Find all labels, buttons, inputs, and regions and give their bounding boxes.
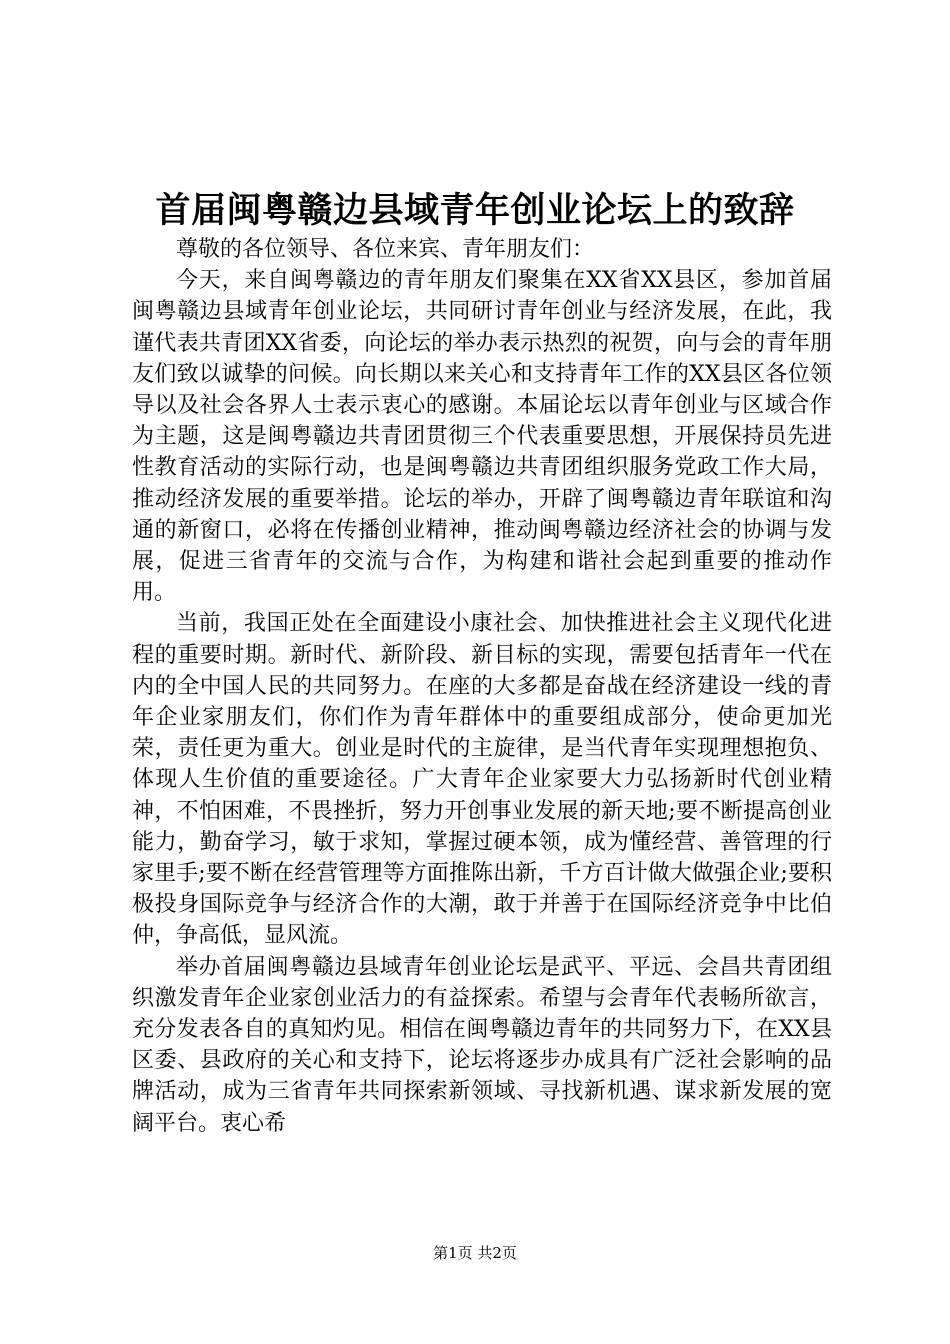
document-title: 首届闽粤赣边县域青年创业论坛上的致辞 <box>155 190 795 231</box>
paragraph-3: 举办首届闽粤赣边县域青年创业论坛是武平、平远、会昌共青团组织激发青年企业家创业活力的有益探索。希望与会青年代表畅所欲言，充分发表各自的真知灼见。相信在闽粤赣边青年的共同努力下，在XX县区委、县政府的关心和支持下，论坛将逐步办成具有广泛社会影响的品牌活动，成为三省青年共同探索新领域、寻找新机遇、谋求新发展的宽阔平台。衷心希 <box>132 954 832 1136</box>
document-body <box>132 234 832 1139</box>
salutation: 尊敬的各位领导、各位来宾、青年朋友们： <box>176 237 595 262</box>
paragraph-2: 当前，我国正处在全面建设小康社会、加快推进社会主义现代化进程的重要时期。新时代、新阶段、新目标的实现，需要包括青年一代在内的全中国人民的共同努力。在座的大多都是奋战在经济建设一线的青年企业家朋友们，你们作为青年群体中的重要组成部分，使命更加光荣，责任更为重大。创业是时代的主旋律，是当代青年实现理想抱负、体现人生价值的重要途径。广大青年企业家要大力弘扬新时代创业精神，不怕困难，不畏挫折，努力开创事业发展的新天地;要不断提高创业能力，勤奋学习，敏于求知，掌握过硬本领，成为懂经营、善管理的行家里手;要不断在经营管理等方面推陈出新，千方百计做大做强企业;要积极投身国际竞争与经济合作的大潮，敢于并善于在国际经济竞争中比伯仲，争高低，显风流。 <box>132 611 832 949</box>
page-number-footer: 第1页 共2页 <box>433 1244 517 1262</box>
paragraph-1: 今天，来自闽粤赣边的青年朋友们聚集在XX省XX县区，参加首届闽粤赣边县域青年创业论坛，共同研讨青年创业与经济发展，在此，我谨代表共青团XX省委，向论坛的举办表示热烈的祝贺，向与会的青年朋友们致以诚挚的问候。向长期以来关心和支持青年工作的XX县区各位领导以及社会各界人士表示衷心的感谢。本届论坛以青年创业与区域合作为主题，这是闽粤赣边共青团贯彻三个代表重要思想，开展保持员先进性教育活动的实际行动，也是闽粤赣边共青团组织服务党政工作大局，推动经济发展的重要举措。论坛的举办，开辟了闽粤赣边青年联谊和沟通的新窗口，必将在传播创业精神，推动闽粤赣边经济社会的协调与发展，促进三省青年的交流与合作，为构建和谐社会起到重要的推动作用。 <box>132 268 832 606</box>
